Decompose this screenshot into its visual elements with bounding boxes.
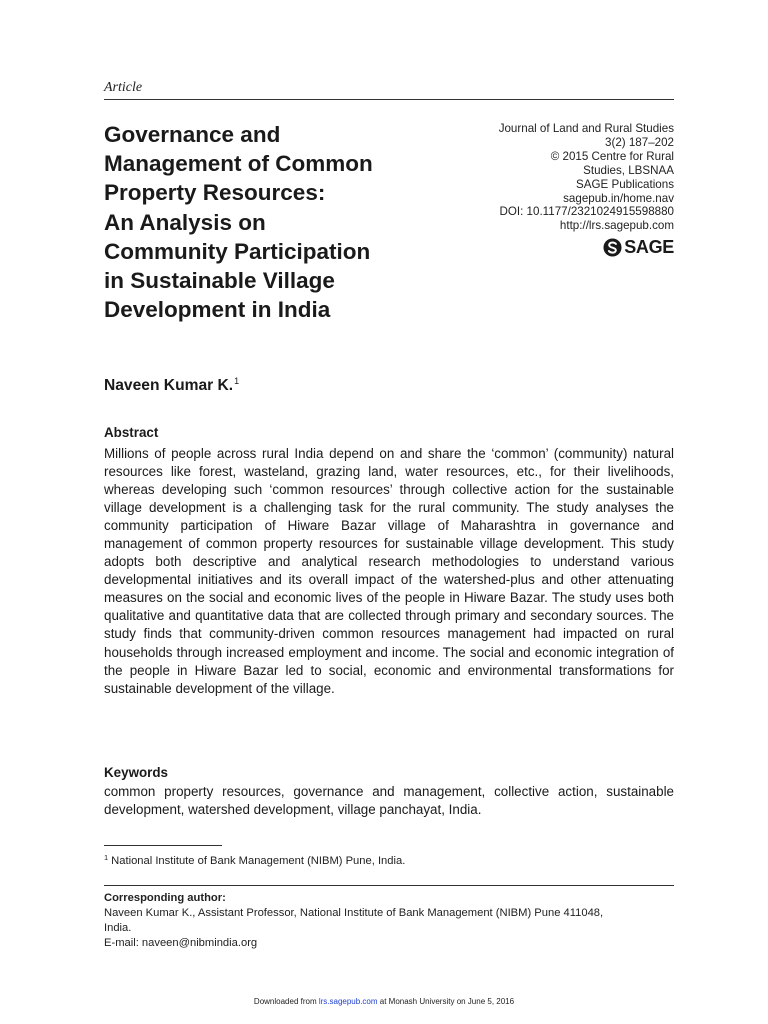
download-notice (0, 997, 768, 1006)
corresponding-author-country: India. (104, 922, 132, 934)
journal-info (414, 122, 674, 233)
footnote (104, 851, 405, 868)
footnote-mark: 1 (104, 853, 109, 862)
journal-name: Journal of Land and Rural Studies (498, 122, 674, 135)
sage-logo-text: SAGE (624, 237, 674, 257)
journal-doi[interactable]: DOI: 10.1177/2321024915598880 (499, 205, 674, 219)
corresponding-author-rule (104, 885, 674, 886)
author-name (104, 376, 239, 395)
journal-copyright-holder: Studies, LBSNAA (583, 163, 674, 177)
keywords-heading: Keywords (104, 765, 168, 780)
sage-s-circle-icon (603, 238, 622, 257)
journal-url[interactable]: http://lrs.sagepub.com (559, 219, 674, 233)
title-line: Development in India (104, 297, 331, 323)
article-type-label: Article (104, 80, 143, 95)
footnote-text: National Institute of Bank Management (NIBM) Pune, India. (111, 855, 406, 867)
sage-logo (603, 238, 674, 257)
title-line: An Analysis on (104, 209, 266, 235)
author-affiliation-mark: 1 (234, 376, 240, 386)
download-suffix: at Monash University on June 5, 2016 (377, 997, 515, 1006)
journal-publisher: SAGE Publications (576, 177, 674, 191)
title-line: Management of Common (104, 151, 373, 177)
header-rule (104, 99, 674, 100)
abstract-heading: Abstract (104, 425, 159, 440)
corresponding-author (104, 891, 684, 951)
title-line: Property Resources: (104, 180, 326, 206)
download-link[interactable]: lrs.sagepub.com (318, 997, 378, 1006)
journal-copyright: © 2015 Centre for Rural (550, 149, 674, 163)
abstract-text: Millions of people across rural India depend on and share the ‘common’ (community) natural resources like forest, wasteland, grazing land, water resources, etc., for their livelihoods, whereas developing such ‘common resources’ through collective action for the sustainable village development is a challenging task for the rural community. The study analyses the community participation of Hiware Bazar village of Maharashtra in governance and management of common property resources for sustainable village development. This study adopts both descriptive and analytical research methodologies to understand various developmental initiatives and its overall impact of the watershed-plus and other attenuating measures on the social and economic lives of the people in Hiware Bazar. The study uses both qualitative and quantitative data that are collected through primary and secondary sources. The study finds that community-driven common resources management had impacted on rural households through increased employment and income. The social and economic integration of the people in Hiware Bazar led to social, economic and environmental transformations for sustainable development of the village. (104, 446, 674, 696)
article-title (104, 120, 464, 324)
footnote-rule (104, 845, 222, 846)
corresponding-author-affiliation: Naveen Kumar K., Assistant Professor, National Institute of Bank Management (NIBM) Pune 411048, (104, 907, 604, 919)
title-line: Governance and (104, 122, 281, 147)
title-line: Community Participation (104, 238, 371, 264)
corresponding-author-email[interactable]: E-mail: naveen@nibmindia.org (104, 937, 258, 949)
title-line: in Sustainable Village (104, 268, 335, 294)
author-name-text: Naveen Kumar K. (104, 377, 234, 394)
publisher-url[interactable]: sagepub.in/home.nav (563, 191, 674, 205)
journal-volume: 3(2) 187–202 (605, 135, 674, 149)
keywords-text: common property resources, governance and management, collective action, sustainable development, watershed development, village panchayat, India. (104, 784, 674, 817)
corresponding-author-heading: Corresponding author: (104, 892, 226, 904)
download-prefix: Downloaded from (253, 997, 319, 1006)
